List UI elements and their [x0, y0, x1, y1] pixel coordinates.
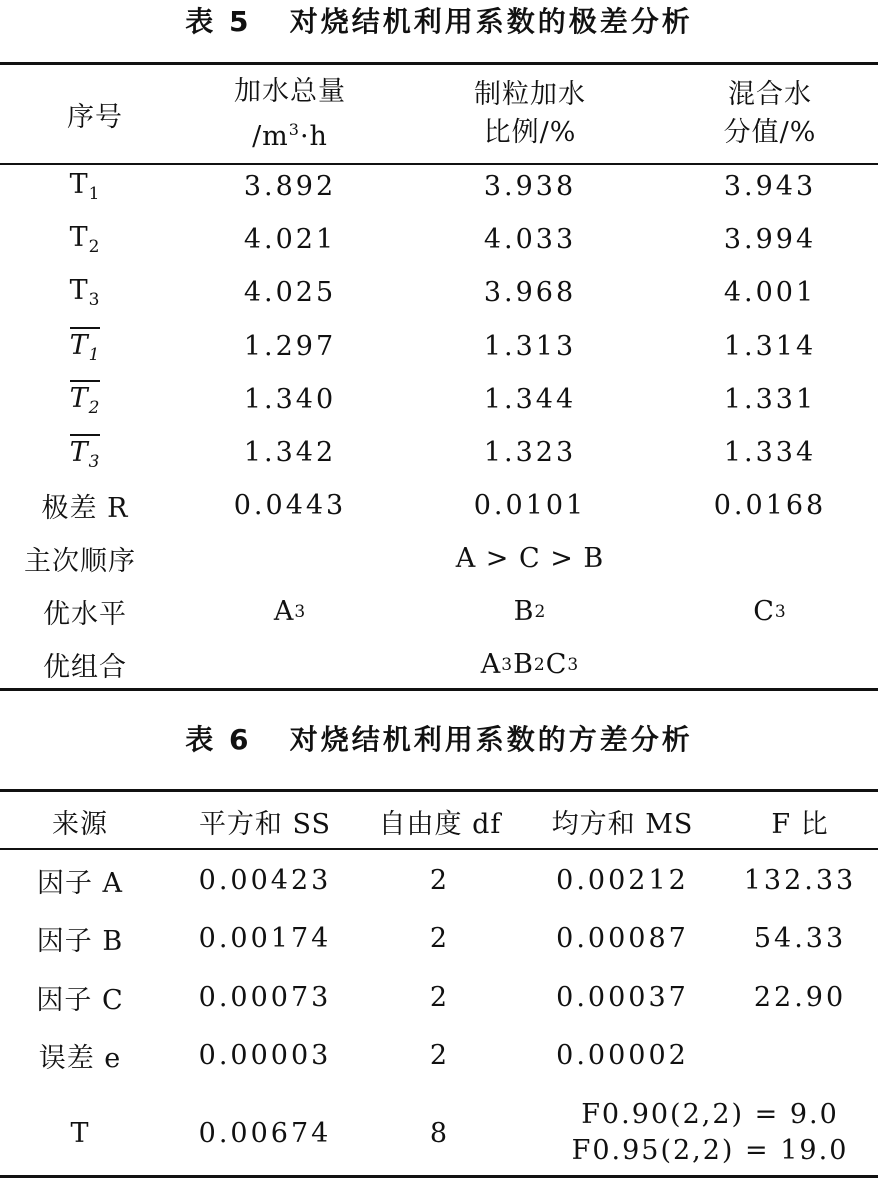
t6-cell-ms: 0.00087 — [556, 923, 689, 954]
row-label — [10, 266, 160, 319]
t6-cell-source: 因子 B — [36, 926, 124, 957]
t6-cell-ms: 0.00002 — [556, 1040, 689, 1071]
cell-c: 4.001 — [723, 277, 817, 309]
header-water-total-line1: 加水总量 — [234, 75, 346, 107]
t6-cell-source: 因子 A — [36, 867, 124, 899]
row-label-sub: 2 — [88, 237, 101, 258]
table6-title: 表 6 对烧结机利用系数的方差分析 — [185, 723, 693, 756]
table5-row — [0, 160, 878, 213]
header-water-total — [185, 66, 395, 162]
best-level-a — [185, 585, 395, 638]
best-combo-label: 优组合 — [43, 652, 127, 683]
table5-row — [0, 426, 878, 479]
row-label — [10, 160, 160, 213]
range-b: 0.0101 — [473, 490, 587, 521]
t6-cell-f: 132.33 — [743, 864, 857, 896]
best-level-label: 优水平 — [43, 599, 127, 630]
t6-cell-f: 54.33 — [753, 923, 847, 954]
row-label-sub: 3 — [88, 451, 101, 472]
best-level-b — [425, 585, 635, 638]
table5-best-combo-row — [0, 638, 878, 691]
t6-cell-ss: 0.00423 — [198, 864, 332, 896]
table6-row — [0, 968, 878, 1026]
row-label-sub: 3 — [88, 290, 101, 311]
t6-cell-df: 2 — [429, 1040, 451, 1071]
best-b-sub: 2 — [534, 601, 547, 622]
t6-cell-f — [730, 1027, 870, 1085]
t6-cell-df: 2 — [429, 923, 451, 954]
cell-b: 1.344 — [483, 383, 577, 415]
table6-header-rule — [0, 848, 878, 850]
row-label — [10, 213, 160, 266]
cell-b: 3.968 — [483, 277, 577, 309]
row-label-letter: T — [69, 383, 89, 415]
t6-cell-df: 2 — [429, 981, 451, 1013]
table5-row — [0, 213, 878, 266]
unit-pre: /m — [252, 120, 289, 152]
best-c-sub: 3 — [774, 601, 787, 622]
table6-row — [0, 910, 878, 968]
sum-symbol — [70, 275, 101, 310]
header-mix-line2: 分值/% — [723, 117, 817, 148]
row-label — [10, 320, 160, 373]
header-mix-water — [665, 66, 875, 162]
table6-row — [0, 851, 878, 909]
row-label — [10, 373, 160, 426]
combo-b-sub: 2 — [533, 654, 546, 675]
best-b-letter: B — [513, 596, 535, 627]
header-water-total-unit — [252, 111, 328, 156]
t6-cell-ss: 0.00073 — [198, 981, 332, 1013]
table5-best-level-row — [0, 585, 878, 638]
cell-b: 4.033 — [483, 224, 577, 256]
range-label: 极差 R — [41, 493, 129, 524]
t6-total-df: 8 — [429, 1117, 451, 1149]
range-c: 0.0168 — [713, 490, 827, 521]
table6-bottom-rule — [0, 1175, 878, 1178]
combo-c-sub: 3 — [567, 654, 580, 675]
row-label-sub: 1 — [88, 345, 101, 366]
mean-symbol — [70, 434, 101, 472]
table5-row — [0, 266, 878, 319]
mean-symbol — [70, 327, 101, 365]
t6-cell-source: 因子 C — [36, 984, 124, 1016]
unit-post: ·h — [299, 120, 328, 152]
mean-symbol — [70, 380, 101, 418]
t6-cell-ms: 0.00212 — [556, 864, 689, 896]
cell-b: 3.938 — [483, 171, 577, 202]
best-a-letter: A — [273, 596, 295, 627]
cell-c: 1.331 — [723, 383, 817, 415]
sum-symbol — [70, 222, 101, 257]
table5-bottom-rule — [0, 688, 878, 691]
cell-c: 3.943 — [723, 171, 817, 202]
cell-a: 1.342 — [243, 437, 337, 468]
t6-cell-df: 2 — [429, 864, 451, 896]
table5-row — [0, 320, 878, 373]
order-label: 主次顺序 — [24, 546, 136, 577]
range-a: 0.0443 — [233, 490, 347, 521]
best-level-c — [665, 585, 875, 638]
cell-b: 1.313 — [483, 330, 577, 362]
t6-cell-f: 22.90 — [753, 981, 847, 1013]
t6-header-ms: 均方和 MS — [551, 808, 694, 840]
cell-a: 3.892 — [243, 171, 337, 202]
cell-a: 4.021 — [243, 224, 337, 256]
best-a-sub: 3 — [294, 601, 307, 622]
t6-cell-source: 误差 e — [38, 1043, 122, 1074]
row-label-letter: T — [69, 222, 89, 254]
order-value: A > C > B — [455, 543, 605, 574]
best-c-letter: C — [753, 596, 775, 627]
row-label-letter: T — [69, 169, 89, 200]
header-granulation-line2: 比例/% — [483, 117, 577, 148]
sum-symbol — [70, 169, 101, 204]
t6-total-ss: 0.00674 — [198, 1117, 332, 1149]
header-granulation-line1: 制粒加水 — [474, 79, 586, 110]
table5-order-row — [0, 532, 878, 585]
t6-header-ss: 平方和 SS — [198, 808, 332, 840]
table5-title: 表 5 对烧结机利用系数的极差分析 — [185, 5, 693, 38]
header-seq: 序号 — [67, 101, 123, 133]
unit-sup: 3 — [288, 119, 300, 139]
t6-note-f090: F0.90(2,2) = 9.0 — [581, 1099, 839, 1130]
combo-a-sub: 3 — [501, 654, 514, 675]
header-mix-line1: 混合水 — [728, 79, 812, 110]
combo-b: B — [513, 649, 534, 680]
table6-top-rule — [0, 789, 878, 792]
cell-c: 3.994 — [723, 224, 817, 256]
table6-header-row — [0, 794, 878, 848]
t6-cell-ss: 0.00174 — [198, 923, 332, 954]
t6-note-f095: F0.95(2,2) = 19.0 — [571, 1135, 849, 1166]
header-granulation-ratio — [425, 66, 635, 162]
row-label-letter: T — [69, 275, 89, 307]
cell-a: 1.340 — [243, 383, 337, 415]
row-label-sub: 1 — [88, 184, 101, 204]
table5-top-rule — [0, 62, 878, 65]
t6-total-source: T — [70, 1117, 90, 1149]
row-label-letter: T — [69, 330, 89, 362]
t6-total-note — [560, 1092, 860, 1174]
table5-range-row — [0, 479, 878, 532]
combo-a: A — [480, 649, 502, 680]
table5-row — [0, 373, 878, 426]
row-label-sub: 2 — [88, 398, 101, 419]
cell-a: 4.025 — [243, 277, 337, 309]
cell-c: 1.334 — [723, 437, 817, 468]
cell-c: 1.314 — [723, 330, 817, 362]
table6-total-row — [0, 1092, 878, 1174]
t6-header-df: 自由度 df — [378, 808, 502, 840]
cell-b: 1.323 — [483, 437, 577, 468]
table5-header-row — [0, 66, 878, 162]
t6-header-source: 来源 — [52, 808, 108, 840]
best-combo-value — [425, 638, 635, 691]
table6-row — [0, 1027, 878, 1085]
row-label — [10, 426, 160, 479]
cell-a: 1.297 — [243, 330, 337, 362]
combo-c: C — [545, 649, 568, 680]
t6-cell-ms: 0.00037 — [556, 981, 689, 1013]
t6-header-f: F 比 — [771, 808, 829, 840]
row-label-letter: T — [69, 436, 89, 468]
t6-cell-ss: 0.00003 — [198, 1040, 332, 1071]
